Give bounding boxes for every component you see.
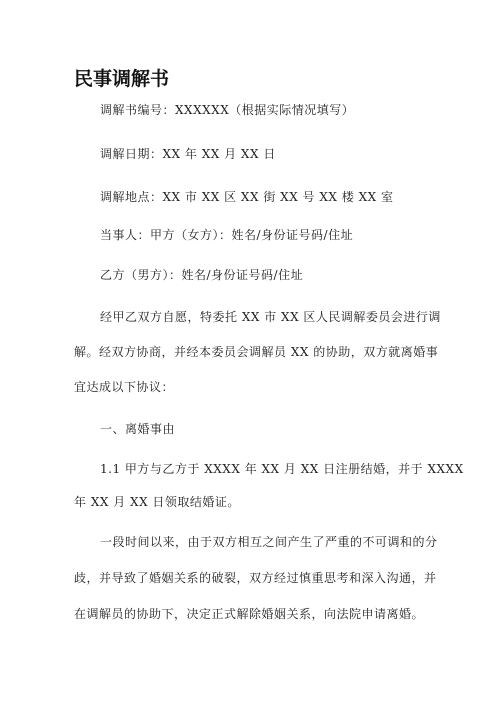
paragraph-intro-line-2: 解。经双方协商，并经本委员会调解员 XX 的协助，双方就离婚事 bbox=[74, 345, 439, 359]
clause-1-1-line-2: 年 XX 月 XX 日领取结婚证。 bbox=[74, 495, 240, 509]
paragraph-intro-line-3: 宜达成以下协议： bbox=[74, 380, 175, 394]
mediation-number-line: 调解书编号：XXXXXX（根据实际情况填写） bbox=[100, 103, 355, 117]
party-a-line: 当事人：甲方（女方）：姓名/身份证号码/住址 bbox=[100, 228, 354, 242]
document-title: 民事调解书 bbox=[74, 68, 170, 90]
mediation-location-line: 调解地点：XX 市 XX 区 XX 街 XX 号 XX 楼 XX 室 bbox=[100, 190, 394, 204]
mediation-date-line: 调解日期：XX 年 XX 月 XX 日 bbox=[100, 147, 276, 161]
party-b-line: 乙方（男方）：姓名/身份证号码/住址 bbox=[100, 268, 304, 282]
paragraph-reason-line-3: 在调解员的协助下，决定正式解除婚姻关系，向法院申请离婚。 bbox=[74, 607, 425, 621]
clause-1-1-line-1: 1.1 甲方与乙方于 XXXX 年 XX 月 XX 日注册结婚，并于 XXXX bbox=[100, 462, 464, 476]
paragraph-intro-line-1: 经甲乙双方自愿，特委托 XX 市 XX 区人民调解委员会进行调 bbox=[100, 310, 441, 324]
paragraph-reason-line-2: 歧，并导致了婚姻关系的破裂，双方经过慎重思考和深入沟通，并 bbox=[74, 571, 437, 585]
section-heading-divorce-reason: 一、离婚事由 bbox=[100, 422, 176, 436]
paragraph-reason-line-1: 一段时间以来，由于双方相互之间产生了严重的不可调和的分 bbox=[100, 535, 438, 549]
